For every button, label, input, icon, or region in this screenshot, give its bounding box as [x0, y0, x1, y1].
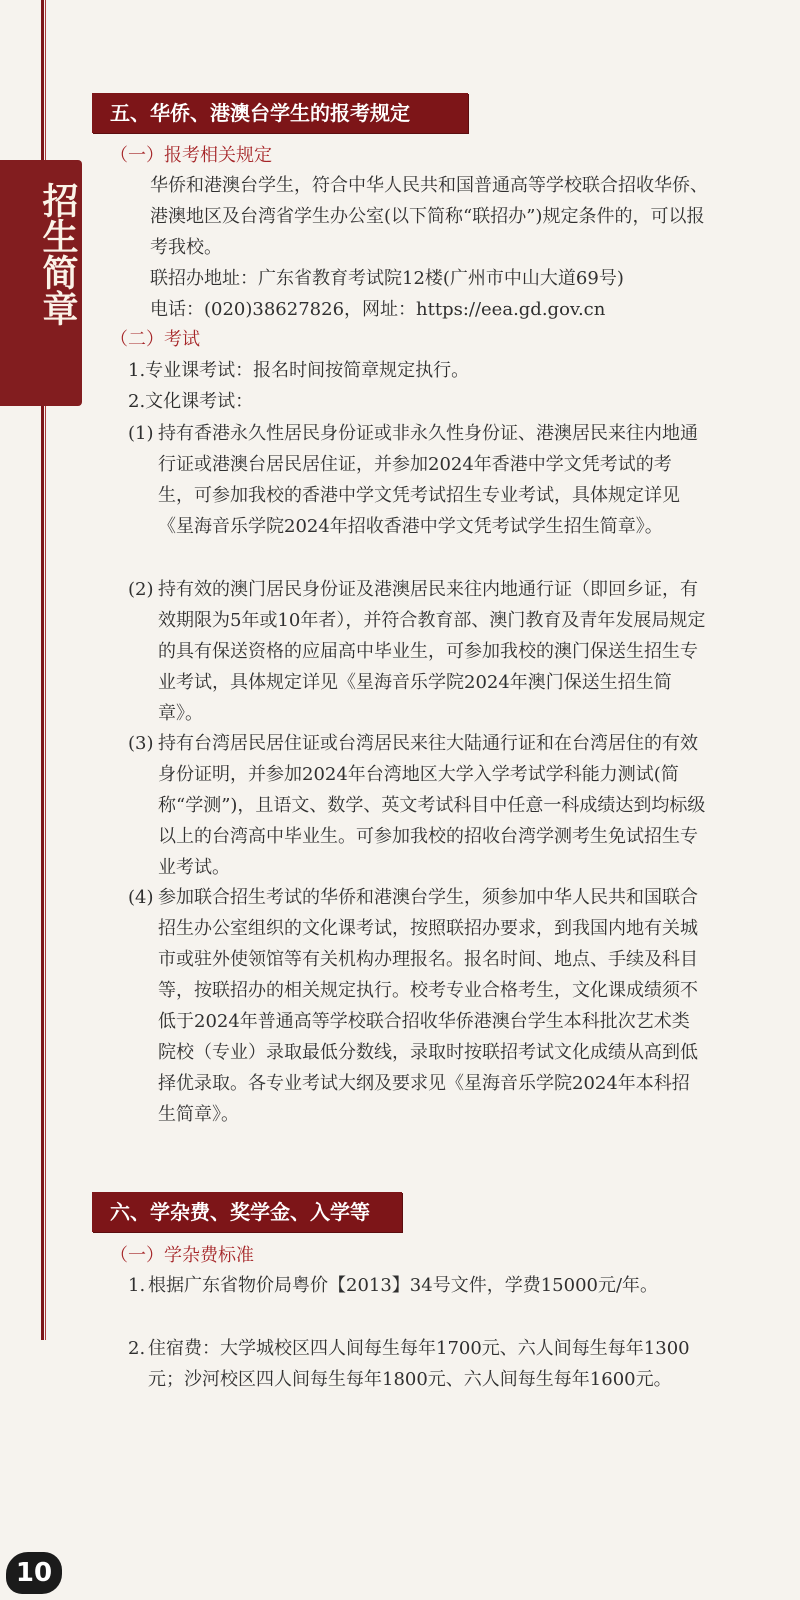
- culture-item-4-number: (4): [128, 887, 154, 908]
- page-number: 10: [6, 1552, 62, 1594]
- culture-item-2-number: (2): [128, 579, 154, 600]
- culture-item-3-number: (3): [128, 733, 154, 754]
- section-5-sub-1: （一）报考相关规定: [110, 145, 272, 166]
- fee-item-2: 住宿费：大学城校区四人间每生每年1700元、六人间每生每年1300元；沙河校区四人间每生每年1800元、六人间每生每年1600元。: [148, 1338, 690, 1390]
- section-6-title: 六、学杂费、奖学金、入学等: [92, 1192, 402, 1232]
- fee-item-2-number: 2.: [128, 1338, 146, 1359]
- exam-item-2: 2.文化课考试：: [128, 391, 254, 412]
- section-5-phone: 电话：(020)38627826，网址：https://eea.gd.gov.cn: [150, 299, 606, 320]
- section-5-sub-2: （二）考试: [110, 329, 200, 350]
- section-5-paragraph-1: 华侨和港澳台学生，符合中华人民共和国普通高等学校联合招收华侨、港澳地区及台湾省学生办公室(以下简称“联招办”)规定条件的，可以报考我校。: [150, 175, 708, 258]
- culture-item-1-number: (1): [128, 423, 154, 444]
- side-tab: [0, 160, 82, 406]
- section-6-sub-1: （一）学杂费标准: [110, 1245, 254, 1266]
- section-5-title: 五、华侨、港澳台学生的报考规定: [92, 93, 468, 133]
- side-tab-label: 招生简章: [37, 182, 78, 326]
- fee-item-1: 根据广东省物价局粤价【2013】34号文件，学费15000元/年。: [148, 1275, 659, 1296]
- culture-item-4: 参加联合招生考试的华侨和港澳台学生，须参加中华人民共和国联合招生办公室组织的文化课考试，按照联招办要求，到我国内地有关城市或驻外使领馆等有关机构办理报名。报名时间、地点、手续及科目等，按联招办的相关规定执行。校考专业合格考生，文化课成绩须不低于2024年普通高等学校联合招收华侨港澳台学生本科批次艺术类院校（专业）录取最低分数线，录取时按联招考试文化成绩从高到低择优录取。各专业考试大纲及要求见《星海音乐学院2024年本科招生简章》。: [158, 887, 698, 1125]
- fee-item-1-number: 1.: [128, 1275, 146, 1296]
- culture-item-1: 持有香港永久性居民身份证或非永久性身份证、港澳居民来往内地通行证或港澳台居民居住证，并参加2024年香港中学文凭考试的考生，可参加我校的香港中学文凭考试招生专业考试，具体规定详见《星海音乐学院2024年招收香港中学文凭考试学生招生简章》。: [158, 423, 698, 537]
- section-5-address: 联招办地址：广东省教育考试院12楼(广州市中山大道69号): [150, 268, 624, 289]
- exam-item-1: 1.专业课考试：报名时间按简章规定执行。: [128, 360, 470, 381]
- culture-item-3: 持有台湾居民居住证或台湾居民来往大陆通行证和在台湾居住的有效身份证明，并参加2024年台湾地区大学入学考试学科能力测试(简称“学测”)，且语文、数学、英文考试科目中任意一科成绩达到均标级以上的台湾高中毕业生。可参加我校的招收台湾学测考生免试招生专业考试。: [158, 733, 706, 878]
- culture-item-2: 持有效的澳门居民身份证及港澳居民来往内地通行证（即回乡证，有效期限为5年或10年者），并符合教育部、澳门教育及青年发展局规定的具有保送资格的应届高中毕业生，可参加我校的澳门保送生招生专业考试，具体规定详见《星海音乐学院2024年澳门保送生招生简章》。: [158, 579, 706, 724]
